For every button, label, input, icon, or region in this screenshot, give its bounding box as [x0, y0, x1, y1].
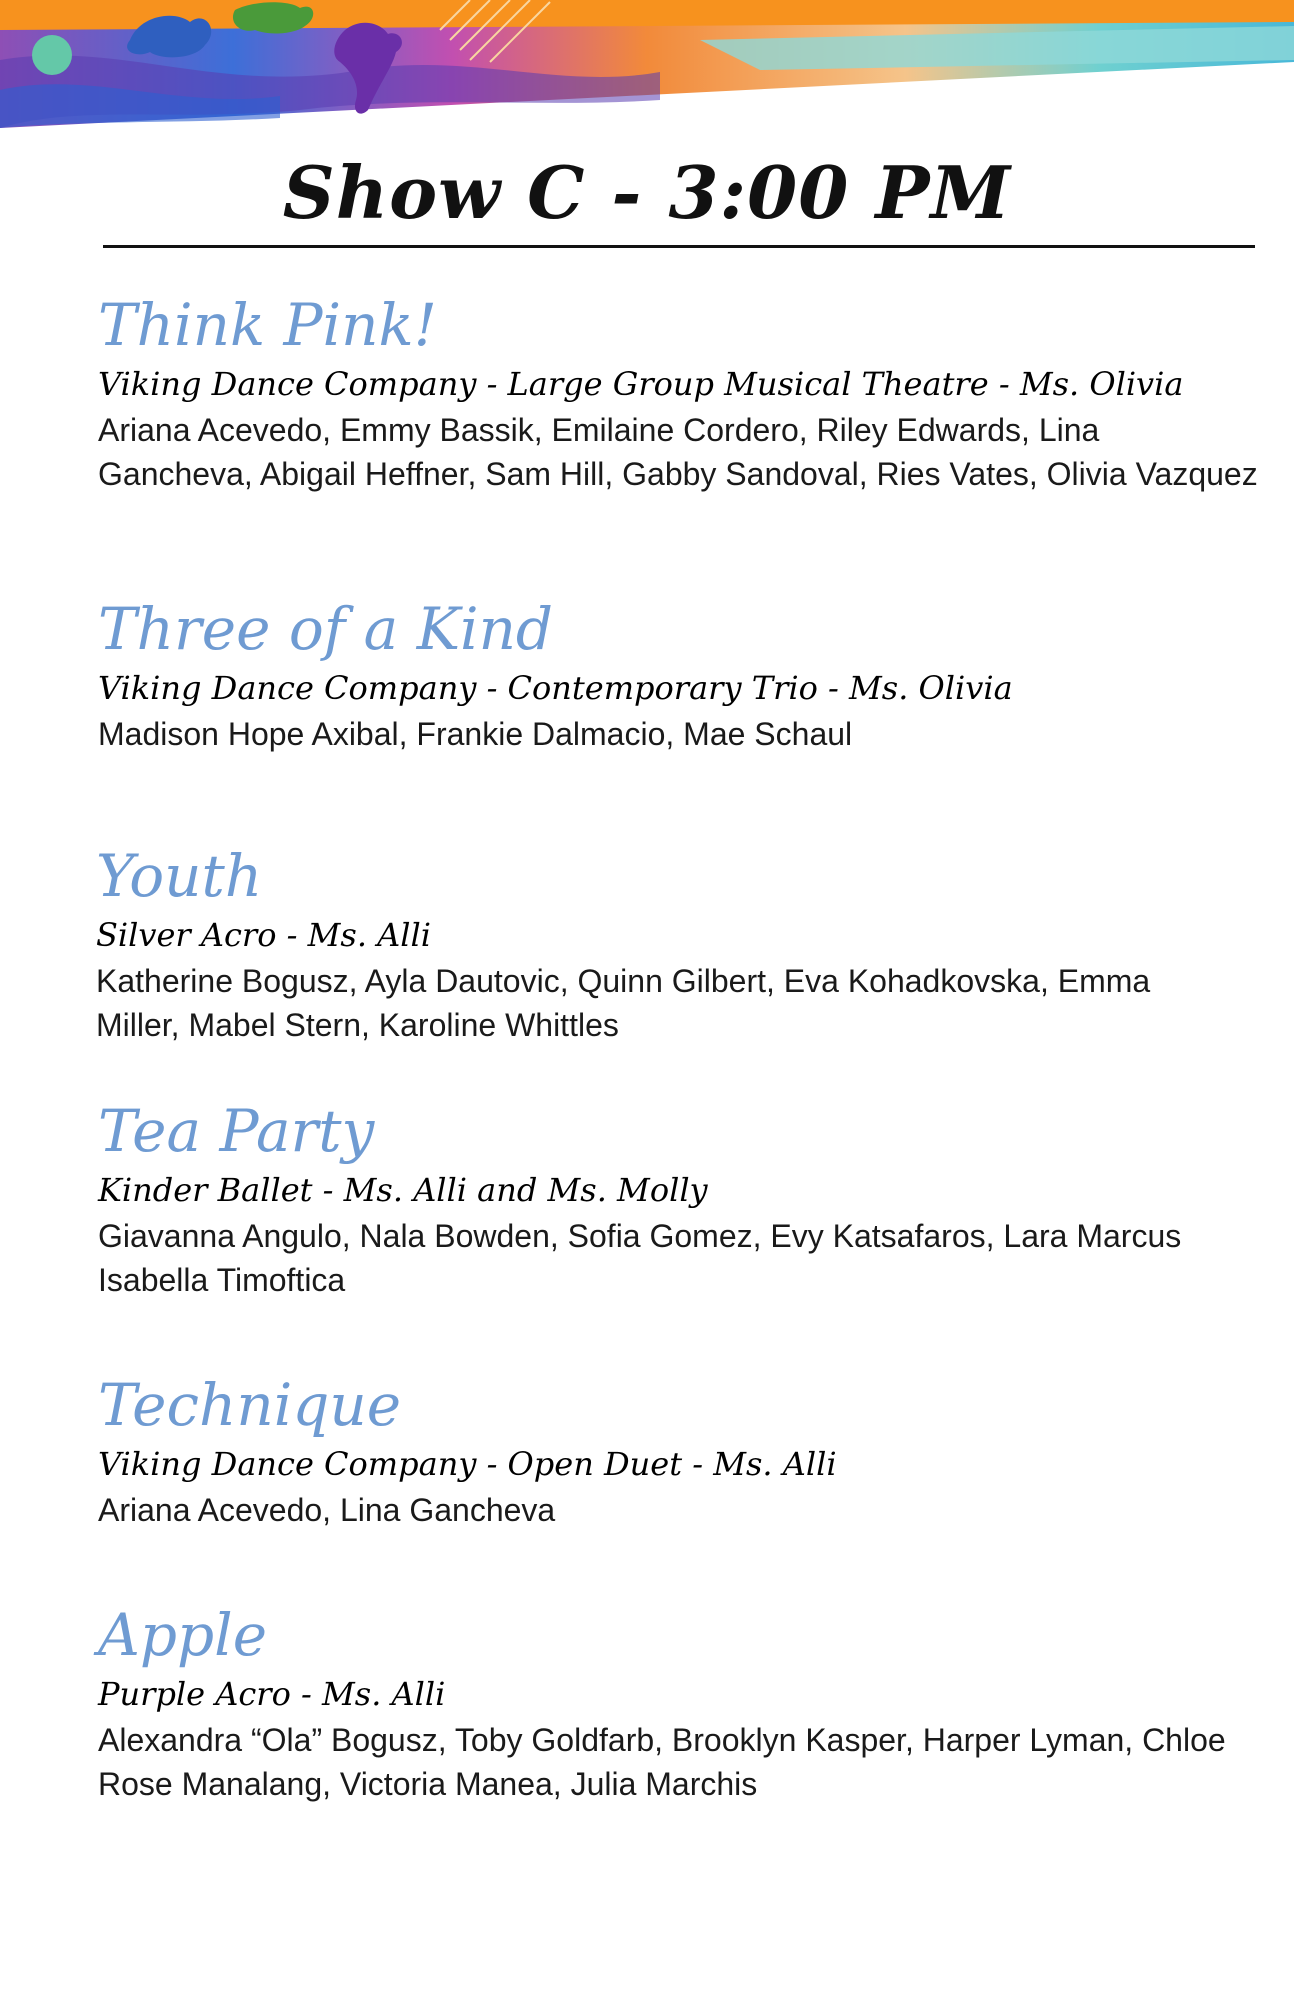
number-cast: Alexandra “Ola” Bogusz, Toby Goldfarb, Brooklyn Kasper, Harper Lyman, Chloe Rose Manalang, Victoria Manea, Julia Marchis — [98, 1722, 1226, 1802]
dance-number — [98, 1098, 1294, 1302]
dance-number — [96, 843, 1292, 1047]
decorative-paint-banner — [0, 0, 1294, 140]
number-subtitle: Viking Dance Company - Contemporary Trio - Ms. Olivia — [98, 669, 1013, 707]
number-cast: Madison Hope Axibal, Frankie Dalmacio, Mae Schaul — [98, 716, 853, 752]
dance-number — [98, 1602, 1294, 1806]
title-divider — [103, 245, 1255, 248]
number-title: Youth — [96, 842, 263, 910]
number-cast-line: Isabella Timoftica — [98, 1262, 346, 1298]
number-subtitle: Silver Acro - Ms. Alli — [96, 916, 431, 954]
number-subtitle: Viking Dance Company - Large Group Musical Theatre - Ms. Olivia — [98, 365, 1184, 403]
number-cast-line: Katherine Bogusz, Ayla Dautovic, Quinn Gilbert, Eva Kohadkovska, Emma — [96, 963, 1151, 999]
number-subtitle: Viking Dance Company - Open Duet - Ms. Alli — [98, 1445, 837, 1483]
number-title: Tea Party — [98, 1097, 375, 1165]
number-title: Technique — [98, 1371, 402, 1439]
number-title: Three of a Kind — [98, 595, 554, 663]
number-cast: Ariana Acevedo, Emmy Bassik, Emilaine Cordero, Riley Edwards, Lina Gancheva, Abigail Heffner, Sam Hill, Gabby Sandoval, Ries Vates, Olivia Vazquez — [98, 412, 1258, 492]
dance-number — [98, 292, 1294, 496]
dance-number — [98, 596, 1294, 756]
number-cast-line: Miller, Mabel Stern, Karoline Whittles — [96, 1007, 619, 1043]
number-subtitle: Kinder Ballet - Ms. Alli and Ms. Molly — [98, 1171, 708, 1209]
number-title: Apple — [98, 1601, 268, 1669]
dance-number — [98, 1372, 1294, 1532]
number-cast: Ariana Acevedo, Lina Gancheva — [98, 1492, 556, 1528]
number-subtitle: Purple Acro - Ms. Alli — [98, 1675, 446, 1713]
number-title: Think Pink! — [98, 291, 437, 359]
number-cast-line: Giavanna Angulo, Nala Bowden, Sofia Gomez, Evy Katsafaros, Lara Marcus — [98, 1218, 1182, 1254]
page-title: Show C - 3:00 PM — [282, 150, 1012, 235]
